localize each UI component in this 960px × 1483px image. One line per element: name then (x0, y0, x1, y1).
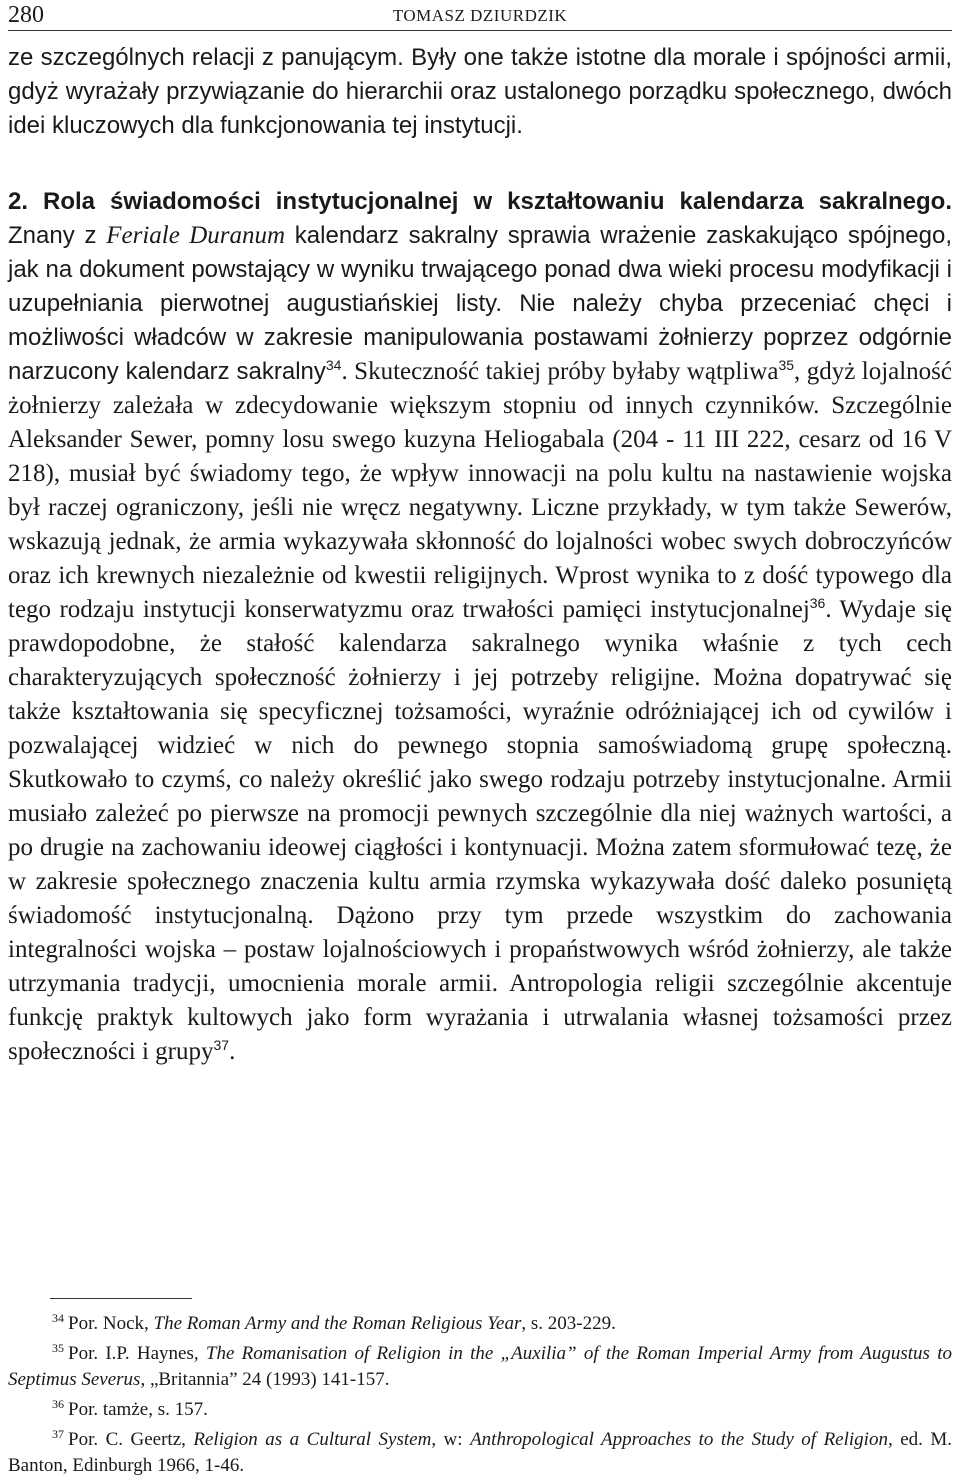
footnote-ref-37[interactable]: 37 (213, 1037, 230, 1053)
page (8, 0, 952, 1069)
section-heading: 2. Rola świadomości instytucjonalnej w kształtowaniu kalendarza sakralnego. (8, 188, 952, 215)
section-paragraph (8, 185, 952, 1069)
footnote-37-text-c: , ed. M. Banton, Edinburgh 1966, 1-46. (8, 1429, 953, 1476)
footnote-rule (50, 1298, 192, 1299)
footnotes (8, 1298, 952, 1483)
footnote-35-title: The Romanisation of Religion in the „Auxilia” of the Roman Imperial Army from Augustus to Septimus Severus (8, 1343, 952, 1390)
footnote-34 (8, 1311, 952, 1337)
footnote-36-text: Por. tamże, s. 157. (68, 1399, 208, 1420)
section-text-2: . Skuteczność takiej próby byłaby wątpliwa (341, 358, 779, 385)
running-header (8, 0, 952, 31)
section-text-1-italic: Feriale Duranum (106, 222, 286, 249)
section-text-5: . (229, 1038, 236, 1065)
footnote-35-text-a: Por. I.P. Haynes, (68, 1343, 206, 1364)
footnote-37-number: 37 (52, 1427, 64, 1441)
page-number: 280 (8, 2, 44, 28)
footnote-37-text-b: , w: (431, 1429, 471, 1450)
footnote-34-text-b: , s. 203-229. (521, 1313, 616, 1334)
footnote-ref-35[interactable]: 35 (778, 357, 795, 373)
footnote-37-text-a: Por. C. Geertz, (68, 1429, 194, 1450)
running-title: TOMASZ DZIURDZIK (392, 6, 568, 25)
footnote-ref-36[interactable]: 36 (809, 595, 826, 611)
footnote-35-number: 35 (52, 1341, 64, 1355)
section-text-4: . Wydaje się prawdopodobne, że stałość kalendarza sakralnego wynika właśnie z tych cech charakteryzujących społeczność żołnierzy i jej potrzeby religijne. Można dopatrywać się także kształtowania się specyficznej tożsamości, wyraźnie odróżniającej ich od cywilów i pozwalającej widzieć w nich do pewnego stopnia samoświadomą grupę społeczną. Skutkowało to czymś, co należy określić jako swego rodzaju potrzeby instytucjonalne. Armii musiało zależeć po pierwsze na promocji pewnych szczególnie dla niej ważnych wartości, a po drugie na zachowaniu ideowej ciągłości i kontynuacji. Można zatem sformułować tezę, że w zakresie społecznego znaczenia kultu armia rzymska wykazywała dość daleko posuniętą świadomość instytucjonalną. Dążono przy tym przede wszystkim do zachowania integralności wojska – postaw lojalnościowych i propaństwowych wśród żołnierzy, ale także utrzymania tradycji, umocnienia morale armii. Antropologia religii szczególnie akcentuje funkcję praktyk kultowych jako form wyrażania i utrwalania własnej tożsamości przez społeczności i grupy (8, 596, 952, 1065)
footnote-ref-34[interactable]: 34 (325, 357, 342, 373)
section-text-1b: kalendarz sakralny sprawia wrażenie zaskakująco spójnego, jak na dokument powstający w wyniku trwającego ponad dwa wieki procesu modyfikacji i uzupełniania pierwotnej augustiańskiej listy. Nie należy chyba przeceniać chęci i możliwości władców w zakresie manipulowania postawami żołnierzy poprzez odgórnie narzucony kalendarz sakralny (8, 222, 952, 385)
footnote-37-book-title: Anthropological Approaches to the Study of Religion (470, 1429, 888, 1450)
footnote-35-text-b: , „Britannia” 24 (1993) 141-157. (140, 1369, 390, 1390)
footnote-34-title: The Roman Army and the Roman Religious Year (153, 1313, 522, 1334)
section-text-1a: Znany z (8, 222, 107, 249)
footnote-34-number: 34 (52, 1311, 64, 1325)
footnote-37-title: Religion as a Cultural System (193, 1429, 432, 1450)
footnote-35 (8, 1341, 952, 1393)
intro-paragraph: ze szczególnych relacji z panującym. Były one także istotne dla morale i spójności armii, gdyż wyrażały przywiązanie do hierarchii oraz ustalonego porządku społecznego, dwóch idei kluczowych dla funkcjonowania tej instytucji. (8, 44, 952, 139)
footnote-36 (8, 1397, 952, 1423)
footnote-34-text-a: Por. Nock, (68, 1313, 154, 1334)
footnote-36-number: 36 (52, 1397, 64, 1411)
section-gap (8, 143, 952, 185)
section-text-3: , gdyż lojalność żołnierzy zależała w zdecydowanie większym stopniu od innych czynników. Szczególnie Aleksander Sewer, pomny losu swego kuzyna Heliogabala (204 - 11 III 222, cesarz od 16 V 218), musiał być świadomy tego, że wpływ innowacji na polu kultu na nastawienie wojska był raczej ograniczony, jeśli nie wręcz negatywny. Liczne przykłady, w tym także Sewerów, wskazują jednak, że armia wykazywała skłonność do lojalności wobec swych dobroczyńców oraz ich krewnych niezależnie od kwestii religijnych. Wprost wynika to z dość typowego dla tego rodzaju instytucji konserwatyzmu oraz trwałości pamięci instytucjonalnej (8, 358, 953, 623)
footnote-37 (8, 1427, 952, 1479)
